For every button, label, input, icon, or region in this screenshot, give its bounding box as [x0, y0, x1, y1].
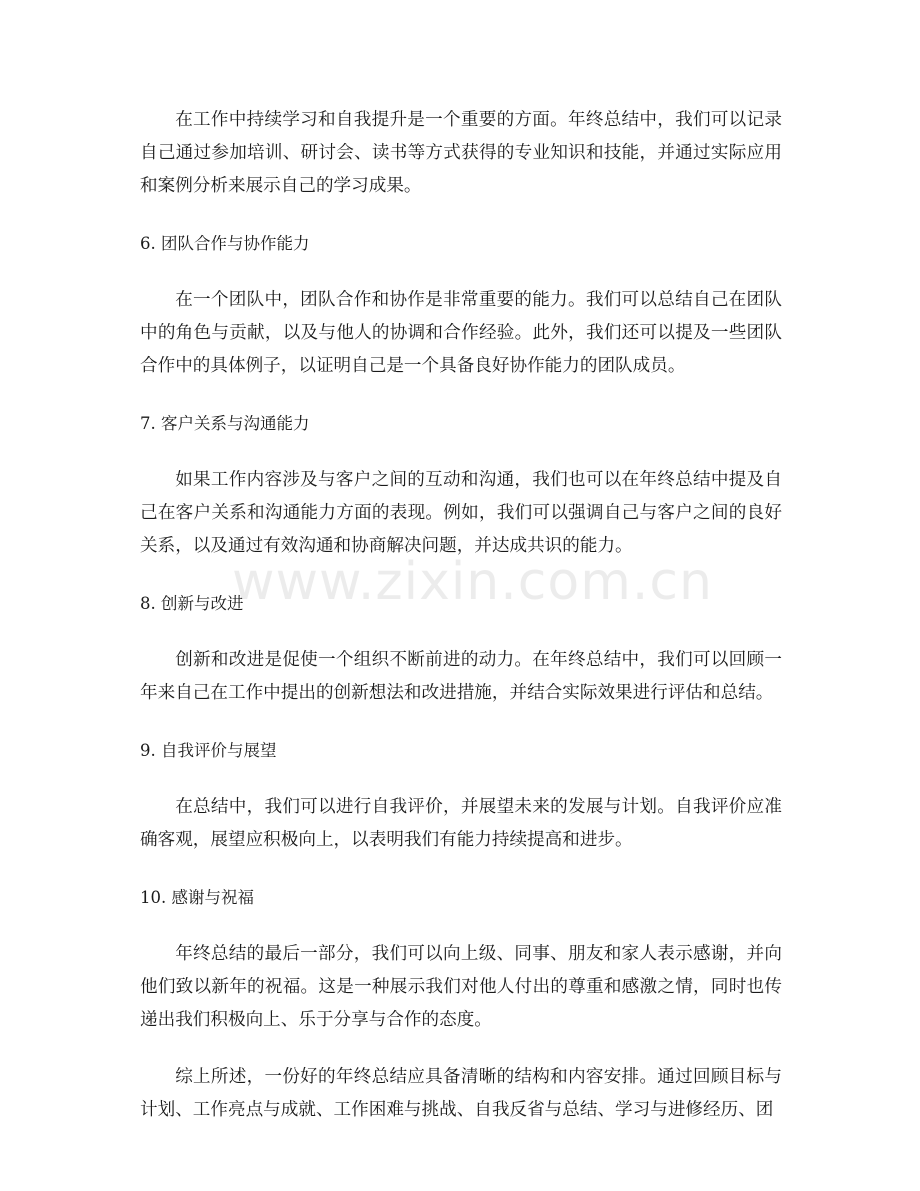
paragraph-innovation: 创新和改进是促使一个组织不断前进的动力。在年终总结中，我们可以回顾一年来自己在工作中提出的创新想法和改进措施，并结合实际效果进行评估和总结。 [140, 650, 782, 703]
watermark-text: www.zixin.com.cn [232, 552, 713, 612]
heading-self-evaluation: 9. 自我评价与展望 [140, 741, 277, 760]
heading-teamwork: 6. 团队合作与协作能力 [140, 234, 310, 253]
document-body [140, 104, 782, 1127]
heading-innovation: 8. 创新与改进 [140, 594, 244, 613]
paragraph-self-evaluation: 在总结中，我们可以进行自我评价，并展望未来的发展与计划。自我评价应准确客观，展望应积极向上，以表明我们有能力持续提高和进步。 [140, 797, 782, 850]
paragraph-customer: 如果工作内容涉及与客户之间的互动和沟通，我们也可以在年终总结中提及自己在客户关系和沟通能力方面的表现。例如，我们可以强调自己与客户之间的良好关系，以及通过有效沟通和协商解决问题，并达成共识的能力。 [140, 470, 782, 556]
paragraph-thanks: 年终总结的最后一部分，我们可以向上级、同事、朋友和家人表示感谢，并向他们致以新年的祝福。这是一种展示我们对他人付出的尊重和感激之情，同时也传递出我们积极向上、乐于分享与合作的态度。 [140, 944, 782, 1030]
paragraph-teamwork: 在一个团队中，团队合作和协作是非常重要的能力。我们可以总结自己在团队中的角色与贡献，以及与他人的协调和合作经验。此外，我们还可以提及一些团队合作中的具体例子，以证明自己是一个具备良好协作能力的团队成员。 [140, 290, 782, 376]
paragraph-learning: 在工作中持续学习和自我提升是一个重要的方面。年终总结中，我们可以记录自己通过参加培训、研讨会、读书等方式获得的专业知识和技能，并通过实际应用和案例分析来展示自己的学习成果。 [140, 110, 782, 196]
heading-customer: 7. 客户关系与沟通能力 [140, 414, 310, 433]
heading-thanks: 10. 感谢与祝福 [140, 888, 254, 907]
paragraph-summary: 综上所述，一份好的年终总结应具备清晰的结构和内容安排。通过回顾目标与计划、工作亮点与成就、工作困难与挑战、自我反省与总结、学习与进修经历、团 [140, 1067, 782, 1120]
